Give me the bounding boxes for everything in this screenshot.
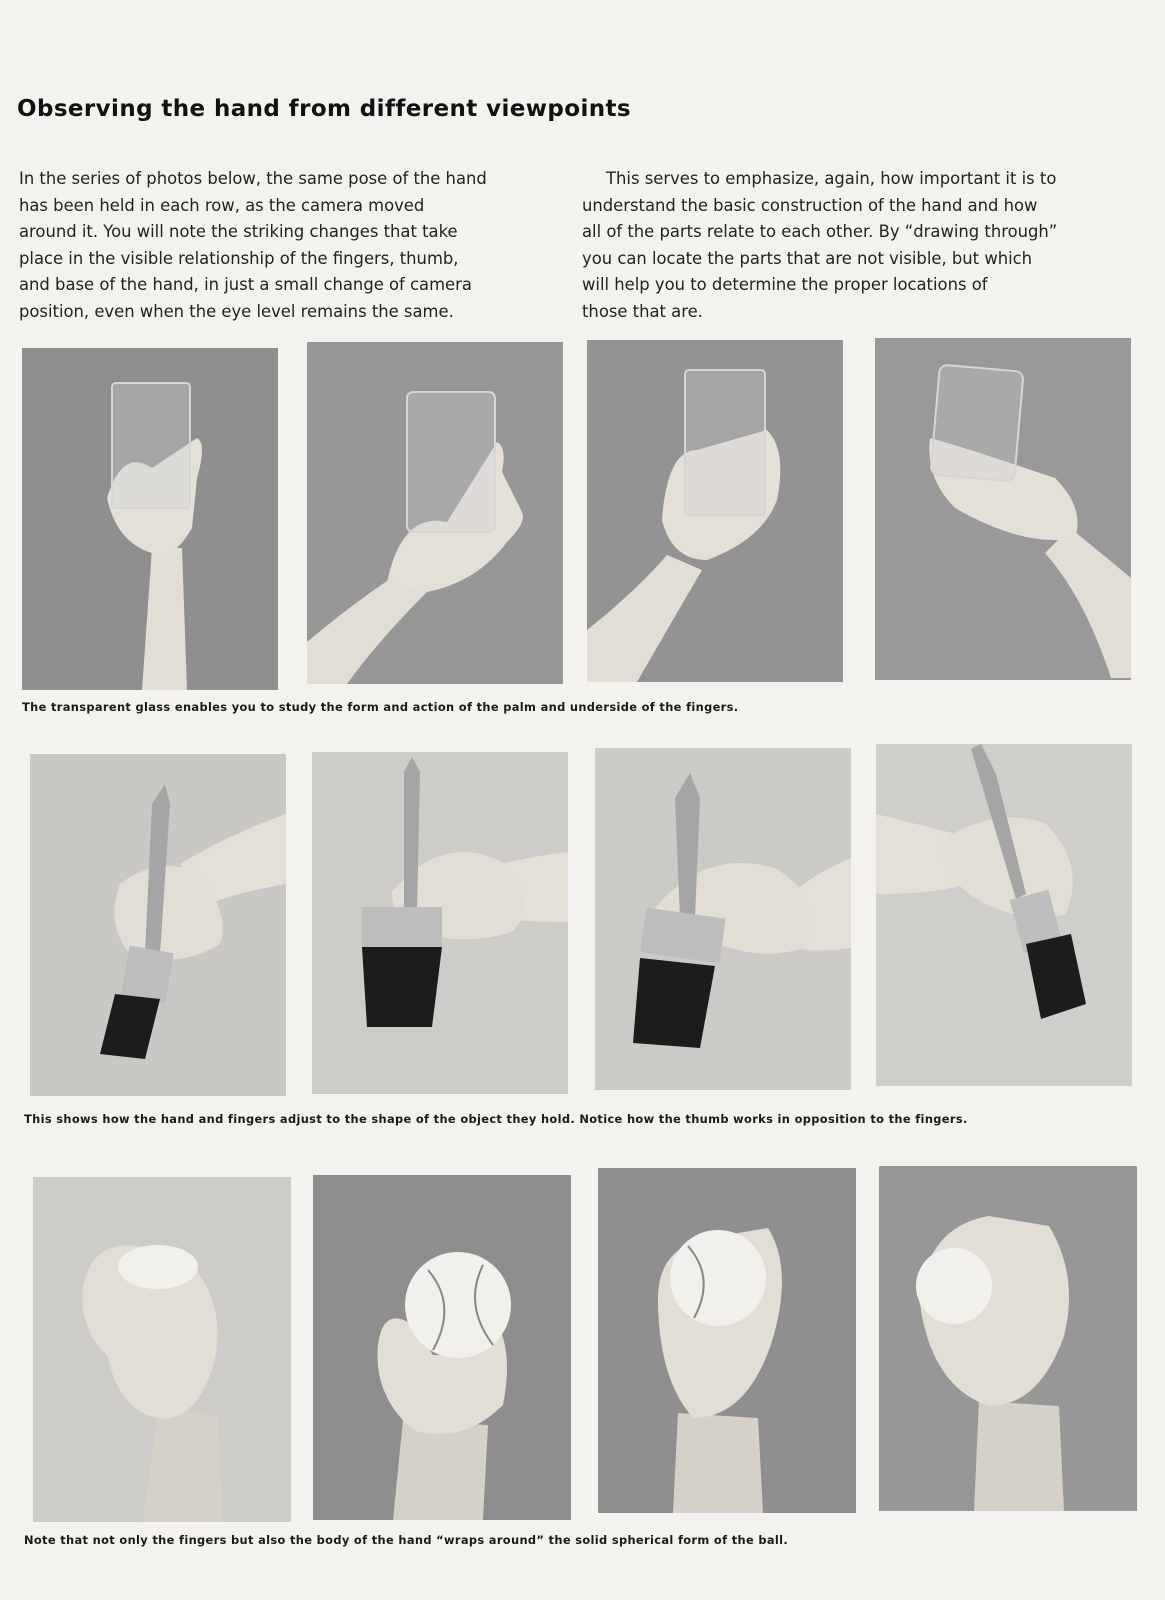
hand-holding-brush-illustration bbox=[876, 744, 1132, 1086]
intro-left-line: place in the visible relationship of the fingers, thumb, bbox=[19, 248, 459, 268]
page-title: Observing the hand from different viewpoints bbox=[17, 96, 632, 122]
row-caption: The transparent glass enables you to study the form and action of the palm and underside of the fingers. bbox=[22, 700, 739, 714]
intro-right-line: those that are. bbox=[582, 301, 703, 321]
intro-paragraph-left bbox=[19, 166, 539, 325]
intro-right-line: all of the parts relate to each other. By “drawing through” bbox=[582, 222, 1058, 241]
row-caption: This shows how the hand and fingers adjust to the shape of the object they hold. Notice how the thumb works in opposition to the fingers. bbox=[24, 1112, 968, 1126]
intro-right-line: understand the basic construction of the hand and how bbox=[582, 195, 1038, 215]
hand-holding-brush-illustration bbox=[595, 748, 851, 1090]
photo-glass-view-2 bbox=[307, 342, 563, 684]
hand-holding-glass-illustration bbox=[22, 348, 278, 690]
photo-ball-view-2 bbox=[313, 1175, 571, 1520]
intro-right-line: you can locate the parts that are not visible, but which bbox=[582, 248, 1033, 268]
photo-brush-view-4 bbox=[876, 744, 1132, 1086]
hand-holding-glass-illustration bbox=[587, 340, 843, 682]
intro-paragraph-right bbox=[582, 166, 1102, 325]
photo-brush-view-2 bbox=[312, 752, 568, 1094]
hand-holding-ball-illustration bbox=[598, 1168, 856, 1513]
intro-left-line: position, even when the eye level remains the same. bbox=[19, 301, 454, 321]
photo-brush-view-3 bbox=[595, 748, 851, 1090]
row-caption: Note that not only the fingers but also the body of the hand “wraps around” the solid spherical form of the ball. bbox=[24, 1533, 789, 1547]
photo-ball-view-1 bbox=[33, 1177, 291, 1522]
hand-holding-brush-illustration bbox=[30, 754, 286, 1096]
photo-ball-view-3 bbox=[598, 1168, 856, 1513]
intro-left-line: and base of the hand, in just a small change of camera bbox=[19, 275, 472, 294]
hand-holding-ball-illustration bbox=[33, 1177, 291, 1522]
intro-left-line: around it. You will note the striking changes that take bbox=[19, 222, 458, 241]
photo-ball-view-4 bbox=[879, 1166, 1137, 1511]
hand-holding-brush-illustration bbox=[312, 752, 568, 1094]
hand-holding-ball-illustration bbox=[313, 1175, 571, 1520]
intro-right-line: This serves to emphasize, again, how important it is to bbox=[606, 169, 1057, 188]
intro-left-line: has been held in each row, as the camera moved bbox=[19, 195, 425, 215]
photo-glass-view-3 bbox=[587, 340, 843, 682]
hand-holding-ball-illustration bbox=[879, 1166, 1137, 1511]
intro-left-line: In the series of photos below, the same pose of the hand bbox=[19, 169, 487, 188]
photo-glass-view-4 bbox=[875, 338, 1131, 680]
photo-brush-view-1 bbox=[30, 754, 286, 1096]
hand-holding-glass-illustration bbox=[875, 338, 1131, 680]
hand-holding-glass-illustration bbox=[307, 342, 563, 684]
intro-right-line: will help you to determine the proper locations of bbox=[582, 275, 988, 294]
photo-glass-view-1 bbox=[22, 348, 278, 690]
